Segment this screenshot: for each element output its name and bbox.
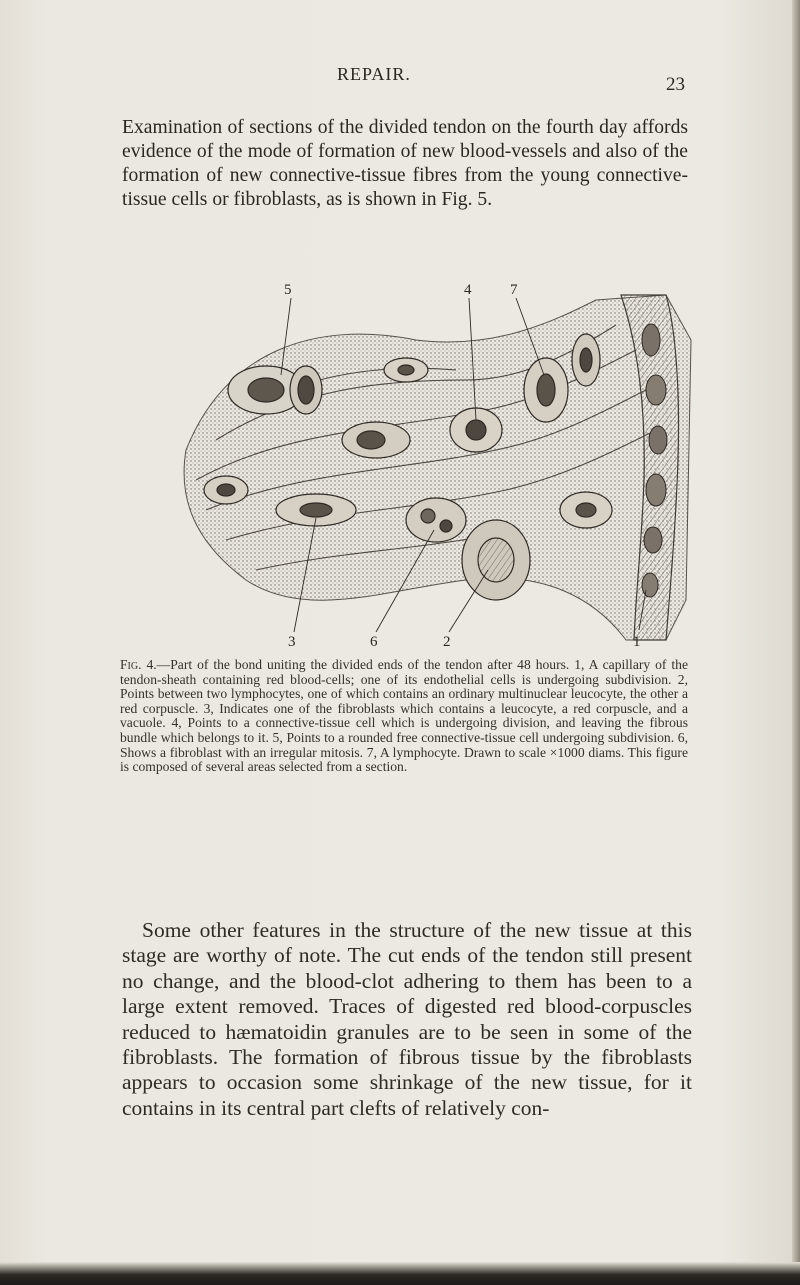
- body-paragraph-text: Some other features in the structure of the new tissue at this stage are worthy of note. The cut ends of the tendon still present no change, and the blood-clot adhering to them has been to a large extent removed. Traces of digested red blood-corpuscles reduced to hæmatoidin granules are to be seen in some of the fibroblasts. The formation of fibrous tissue by the fibroblasts appears to occasion some shrinkage of the new tissue, for it contains in its central part clefts of relatively con-: [122, 918, 692, 1120]
- running-head: [0, 64, 800, 95]
- running-title: REPAIR.: [337, 64, 411, 84]
- intro-paragraph: Examination of sections of the divided tendon on the fourth day affords evidence of the mode of formation of new blood-vessels and also of the formation of new connective-tissue fibres from the young connective-tissue cells or fibroblasts, as is shown in Fig. 5.: [122, 117, 688, 210]
- tissue-mass: [184, 295, 691, 640]
- label-1: 1: [633, 634, 641, 650]
- label-3: 3: [288, 634, 296, 650]
- page-edge-shadow: [792, 0, 800, 1285]
- histology-drawing: [166, 280, 706, 650]
- label-2: 2: [443, 634, 451, 650]
- page-number: 23: [666, 74, 685, 95]
- figure-caption: [120, 658, 688, 775]
- label-4: 4: [464, 282, 472, 298]
- tendon-section-illustration: [166, 280, 706, 650]
- label-7: 7: [510, 282, 518, 298]
- label-6: 6: [370, 634, 378, 650]
- scan-shadow-band: [0, 1262, 800, 1285]
- figure-caption-label: Fig. 4.: [120, 657, 157, 672]
- label-5: 5: [284, 282, 292, 298]
- figure-caption-text: —Part of the bond uniting the divided ends of the tendon after 48 hours. 1, A capillary of the tendon-sheath containing red blood-cells; one of its endothelial cells is undergoing subdivision. 2, Points between two lymphocytes, one of which contains an ordinary multinuclear leucocyte, the other a red corpuscle. 3, Indicates one of the fibroblasts which contains a leucocyte, a red corpuscle, and a vacuole. 4, Points to a connective-tissue cell which is undergoing division, and leaving the fibrous bundle which belongs to it. 5, Points to a rounded free connective-tissue cell undergoing subdivision. 6, Shows a fibroblast with an irregular mitosis. 7, A lymphocyte. Drawn to scale ×1000 diams. This figure is composed of several areas selected from a section.: [120, 657, 689, 775]
- body-paragraph: [122, 918, 692, 1121]
